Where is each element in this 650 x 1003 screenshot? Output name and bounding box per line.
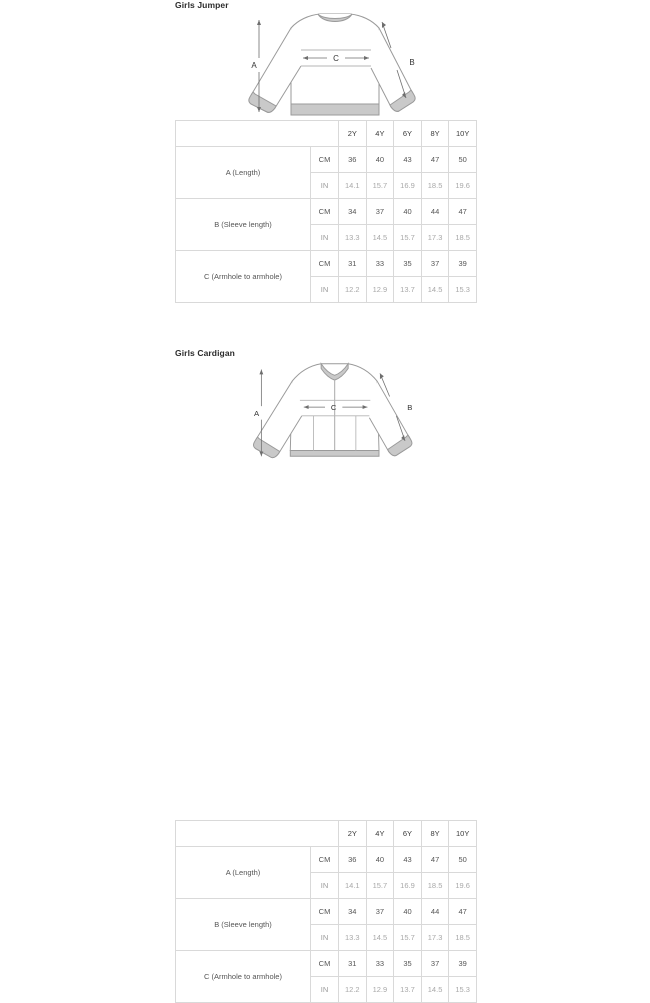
column-header-size-2: 6Y — [394, 821, 422, 847]
column-header-size-3: 8Y — [421, 121, 449, 147]
cell-a-in-2: 16.9 — [394, 173, 422, 199]
jumper-dim-c-label: C — [333, 54, 339, 63]
cardigan-dim-c-label: C — [330, 403, 337, 412]
cell-b-in-2: 15.7 — [394, 225, 422, 251]
cell-b-cm-4: 47 — [449, 899, 477, 925]
cell-a-cm-3: 47 — [421, 147, 449, 173]
cell-c-cm-0: 31 — [339, 951, 367, 977]
cell-b-cm-4: 47 — [449, 199, 477, 225]
column-header-size-2: 6Y — [394, 121, 422, 147]
unit-in: IN — [311, 225, 339, 251]
cell-a-in-3: 18.5 — [421, 173, 449, 199]
cell-b-cm-3: 44 — [421, 899, 449, 925]
page-title-jumper: Girls Jumper — [175, 0, 229, 10]
jumper-diagram — [175, 8, 475, 116]
unit-cm: CM — [311, 899, 339, 925]
cell-c-cm-4: 39 — [449, 251, 477, 277]
cell-a-in-1: 15.7 — [366, 873, 394, 899]
cell-a-cm-2: 43 — [394, 847, 422, 873]
cell-b-cm-1: 37 — [366, 199, 394, 225]
table-corner — [176, 821, 339, 847]
cell-b-cm-2: 40 — [394, 199, 422, 225]
unit-cm: CM — [311, 847, 339, 873]
table-row — [176, 847, 477, 873]
table-corner — [176, 121, 339, 147]
cardigan-diagram — [175, 356, 475, 464]
cell-a-cm-2: 43 — [394, 147, 422, 173]
cell-c-in-3: 14.5 — [421, 277, 449, 303]
cell-c-in-1: 12.9 — [366, 977, 394, 1003]
table-header-row — [176, 821, 477, 847]
size-table-jumper — [175, 120, 477, 303]
cell-a-cm-4: 50 — [449, 847, 477, 873]
cell-c-in-0: 12.2 — [339, 977, 367, 1003]
unit-in: IN — [311, 173, 339, 199]
cell-b-cm-2: 40 — [394, 899, 422, 925]
column-header-size-3: 8Y — [421, 821, 449, 847]
cell-b-in-4: 18.5 — [449, 925, 477, 951]
cell-b-in-3: 17.3 — [421, 925, 449, 951]
cell-c-cm-2: 35 — [394, 251, 422, 277]
cell-a-in-0: 14.1 — [339, 173, 367, 199]
cell-b-in-1: 14.5 — [366, 925, 394, 951]
unit-cm: CM — [311, 199, 339, 225]
cell-c-cm-0: 31 — [339, 251, 367, 277]
cell-b-in-4: 18.5 — [449, 225, 477, 251]
column-header-size-4: 10Y — [449, 121, 477, 147]
column-header-size-1: 4Y — [366, 121, 394, 147]
cell-c-cm-4: 39 — [449, 951, 477, 977]
jumper-dim-a-label: A — [251, 61, 257, 70]
cell-b-in-1: 14.5 — [366, 225, 394, 251]
table-row — [176, 251, 477, 277]
unit-in: IN — [311, 277, 339, 303]
cell-b-cm-1: 37 — [366, 899, 394, 925]
column-header-size-0: 2Y — [339, 121, 367, 147]
cardigan-dim-b-label: B — [407, 403, 413, 412]
cell-b-cm-0: 34 — [339, 199, 367, 225]
cell-c-in-2: 13.7 — [394, 977, 422, 1003]
cell-b-in-3: 17.3 — [421, 225, 449, 251]
cell-c-in-0: 12.2 — [339, 277, 367, 303]
row-label-a: A (Length) — [176, 847, 311, 899]
cell-a-cm-0: 36 — [339, 147, 367, 173]
table-row — [176, 199, 477, 225]
column-header-size-4: 10Y — [449, 821, 477, 847]
unit-in: IN — [311, 873, 339, 899]
row-label-c: C (Armhole to armhole) — [176, 951, 311, 1003]
cell-b-in-0: 13.3 — [339, 925, 367, 951]
cell-a-cm-4: 50 — [449, 147, 477, 173]
cell-c-cm-1: 33 — [366, 951, 394, 977]
cell-c-in-1: 12.9 — [366, 277, 394, 303]
cell-c-in-2: 13.7 — [394, 277, 422, 303]
cell-a-in-2: 16.9 — [394, 873, 422, 899]
cell-c-in-4: 15.3 — [449, 277, 477, 303]
cell-a-cm-1: 40 — [366, 847, 394, 873]
cardigan-dim-a-label: A — [253, 408, 260, 418]
row-label-b: B (Sleeve length) — [176, 899, 311, 951]
unit-in: IN — [311, 925, 339, 951]
cell-a-cm-3: 47 — [421, 847, 449, 873]
row-label-c: C (Armhole to armhole) — [176, 251, 311, 303]
cell-b-in-0: 13.3 — [339, 225, 367, 251]
table-row — [176, 147, 477, 173]
cell-a-in-4: 19.6 — [449, 873, 477, 899]
cell-a-in-1: 15.7 — [366, 173, 394, 199]
table-row — [176, 951, 477, 977]
column-header-size-1: 4Y — [366, 821, 394, 847]
cell-a-cm-0: 36 — [339, 847, 367, 873]
cell-c-cm-3: 37 — [421, 951, 449, 977]
table-row — [176, 899, 477, 925]
unit-in: IN — [311, 977, 339, 1003]
cell-c-cm-3: 37 — [421, 251, 449, 277]
cell-c-in-4: 15.3 — [449, 977, 477, 1003]
cell-a-in-0: 14.1 — [339, 873, 367, 899]
jumper-dim-b-label: B — [409, 58, 415, 67]
page-title-cardigan: Girls Cardigan — [175, 348, 235, 358]
table-header-row — [176, 121, 477, 147]
cell-a-in-4: 19.6 — [449, 173, 477, 199]
row-label-b: B (Sleeve length) — [176, 199, 311, 251]
cell-b-cm-0: 34 — [339, 899, 367, 925]
cell-c-cm-1: 33 — [366, 251, 394, 277]
cell-c-in-3: 14.5 — [421, 977, 449, 1003]
unit-cm: CM — [311, 147, 339, 173]
unit-cm: CM — [311, 251, 339, 277]
unit-cm: CM — [311, 951, 339, 977]
cell-b-cm-3: 44 — [421, 199, 449, 225]
row-label-a: A (Length) — [176, 147, 311, 199]
cell-a-cm-1: 40 — [366, 147, 394, 173]
size-table-cardigan — [175, 820, 477, 1003]
cell-b-in-2: 15.7 — [394, 925, 422, 951]
cell-a-in-3: 18.5 — [421, 873, 449, 899]
column-header-size-0: 2Y — [339, 821, 367, 847]
cell-c-cm-2: 35 — [394, 951, 422, 977]
